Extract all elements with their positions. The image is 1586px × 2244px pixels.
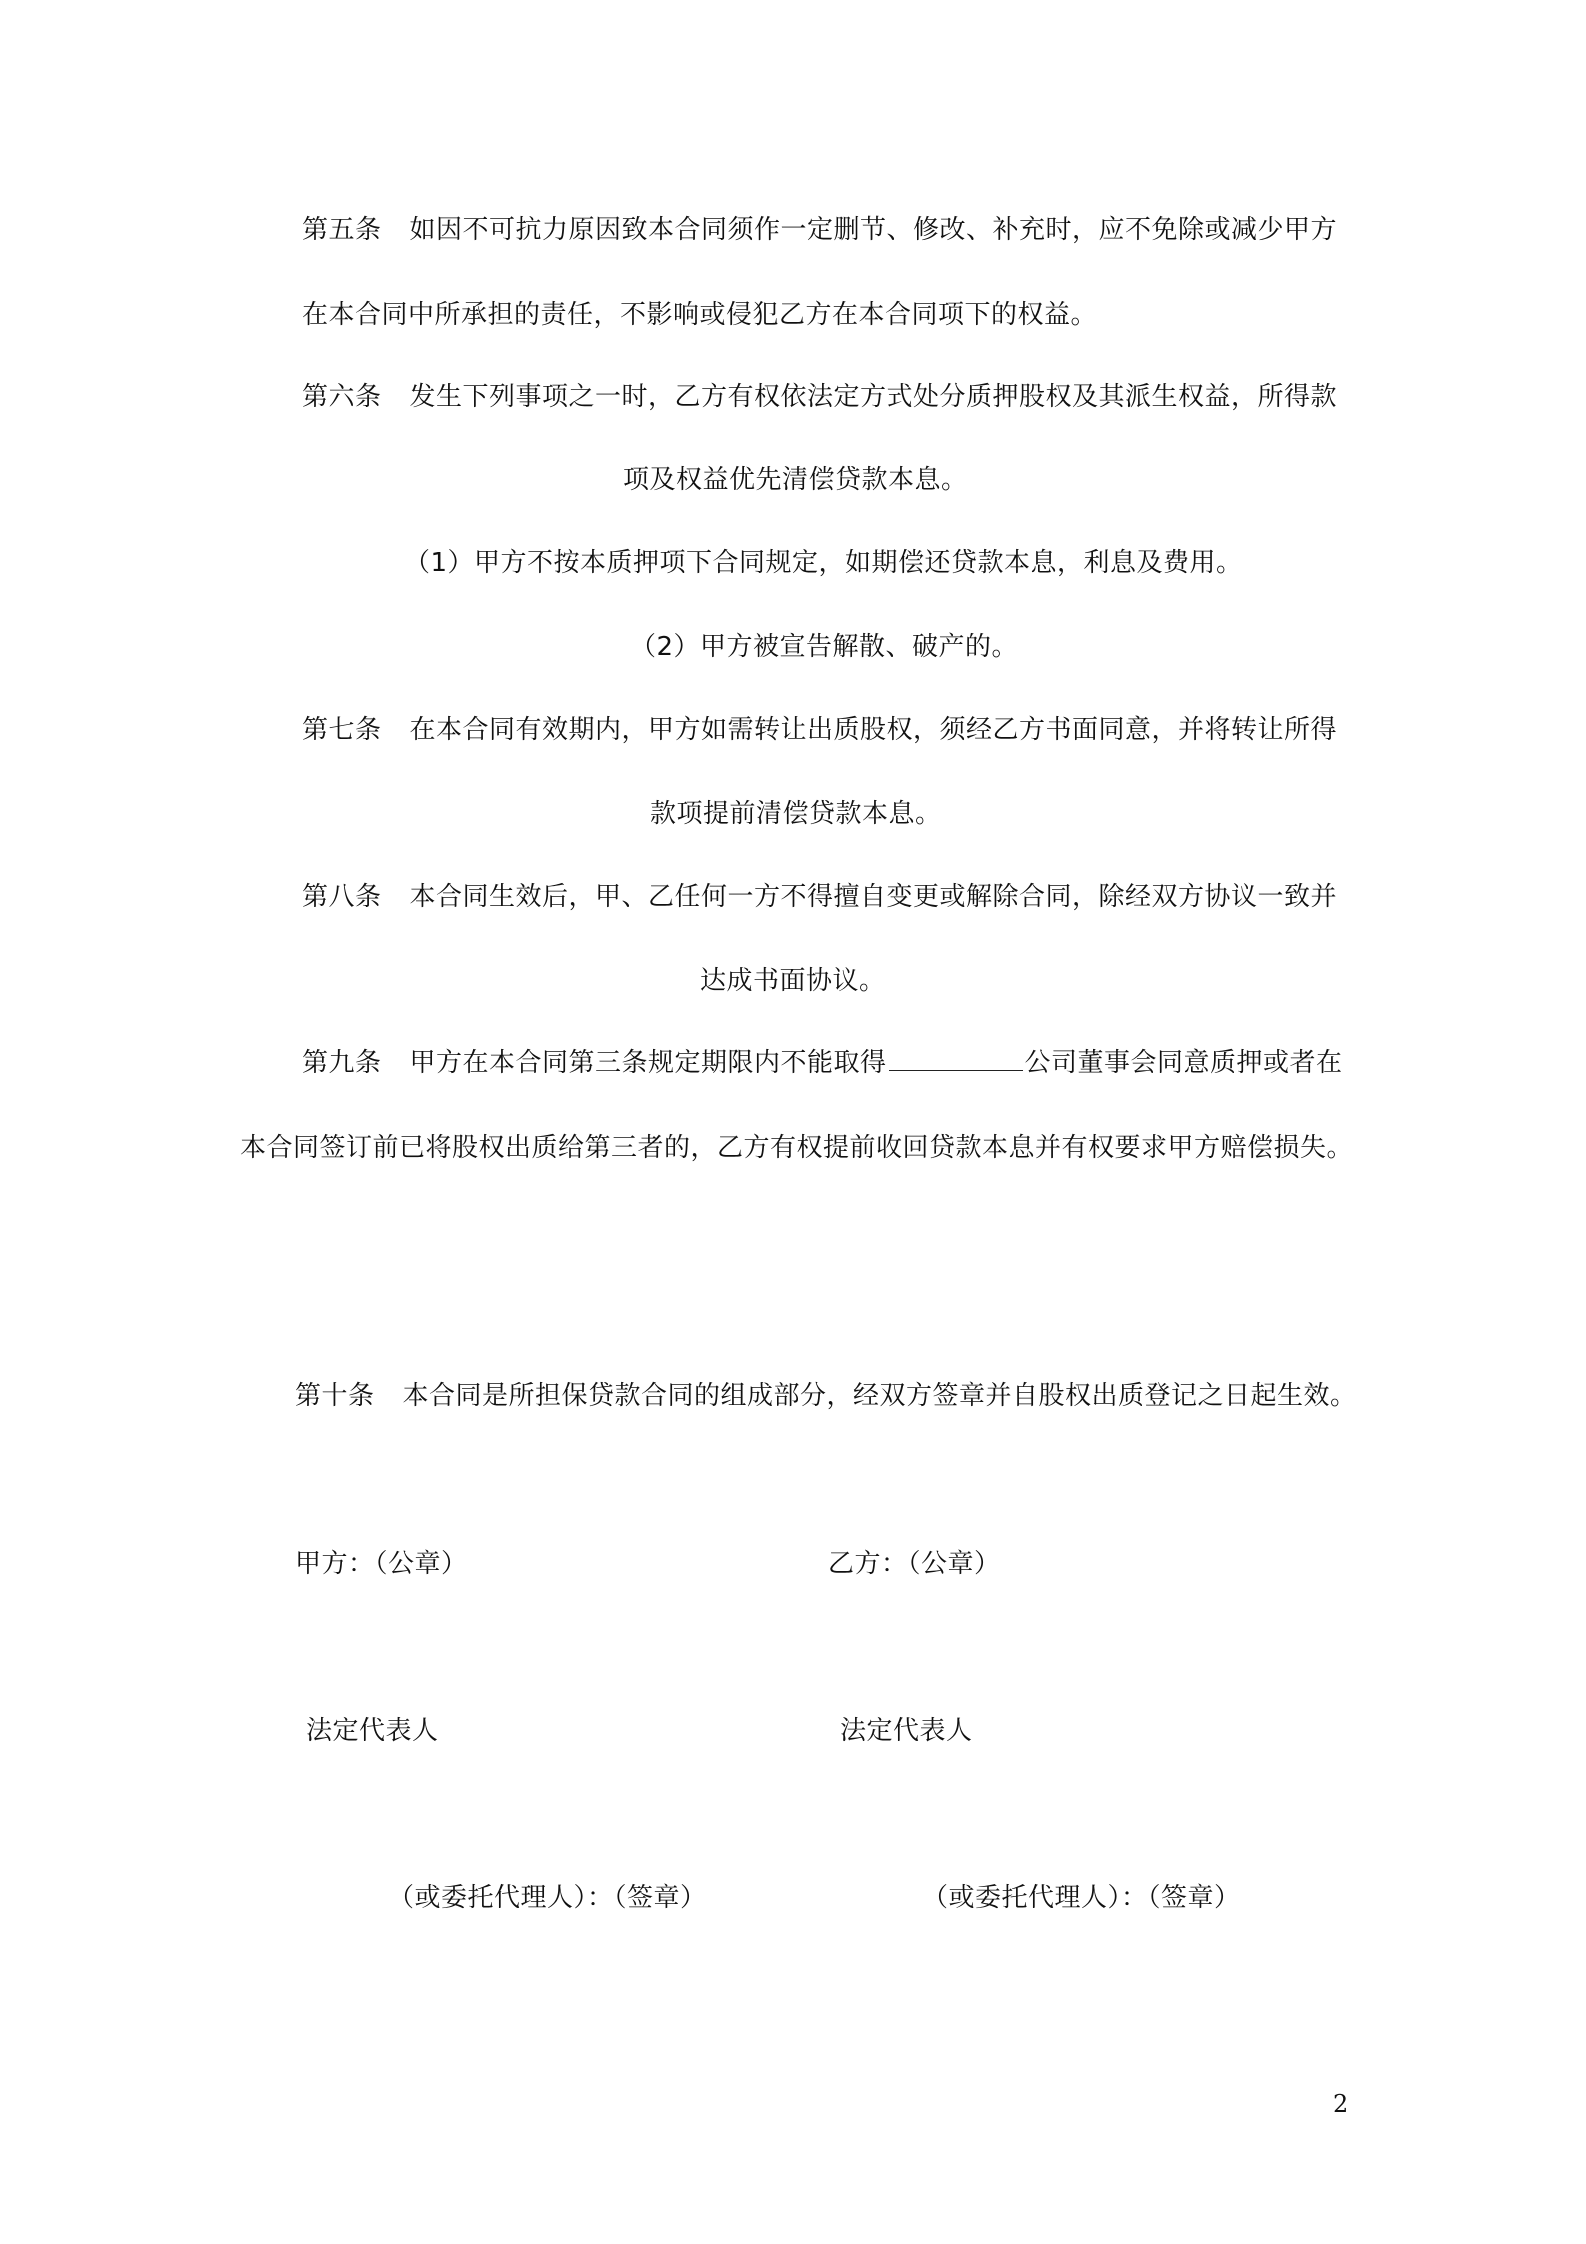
article-7-text-1: 在本合同有效期内，甲方如需转让出质股权，须经乙方书面同意，并将转让所得 xyxy=(409,715,1338,745)
article-6-line-1 xyxy=(302,382,1337,412)
article-7-line-2: 款项提前清偿贷款本息。 xyxy=(650,799,942,829)
article-6-item-1: （1）甲方不按本质押项下合同规定，如期偿还贷款本息，利息及费用。 xyxy=(404,548,1243,578)
article-9-line-2: 本合同签订前已将股权出质给第三者的，乙方有权提前收回贷款本息并有权要求甲方赔偿损失。 xyxy=(240,1133,1354,1163)
article-8-line-2: 达成书面协议。 xyxy=(700,966,886,996)
party-a-agent-signature: （或委托代理人）：（签章） xyxy=(388,1883,707,1913)
party-a-seal: 甲方：（公章） xyxy=(295,1549,468,1579)
article-5-line-2: 在本合同中所承担的责任，不影响或侵犯乙方在本合同项下的权益。 xyxy=(302,300,1098,330)
party-b-legal-rep: 法定代表人 xyxy=(840,1716,973,1746)
article-9-text-before: 甲方在本合同第三条规定期限内不能取得 xyxy=(409,1048,887,1078)
article-8-text-1: 本合同生效后，甲、乙任何一方不得擅自变更或解除合同，除经双方协议一致并 xyxy=(409,882,1338,912)
party-b-agent-signature: （或委托代理人）：（签章） xyxy=(922,1883,1241,1913)
page-number: 2 xyxy=(1333,2090,1349,2118)
article-10-label: 第十条 xyxy=(295,1381,375,1411)
article-7-line-1 xyxy=(302,715,1337,745)
party-b-seal: 乙方：（公章） xyxy=(828,1549,1001,1579)
article-5-label: 第五条 xyxy=(302,215,382,245)
article-6-label: 第六条 xyxy=(302,382,382,412)
article-8-label: 第八条 xyxy=(302,882,382,912)
party-a-legal-rep: 法定代表人 xyxy=(306,1716,439,1746)
article-10-text-1: 本合同是所担保贷款合同的组成部分，经双方签章并自股权出质登记之日起生效。 xyxy=(402,1381,1357,1411)
article-5-text-1: 如因不可抗力原因致本合同须作一定删节、修改、补充时，应不免除或减少甲方 xyxy=(409,215,1338,245)
article-9-text-after: 公司董事会同意质押或者在 xyxy=(1024,1048,1343,1078)
article-7-label: 第七条 xyxy=(302,715,382,745)
article-5-line-1 xyxy=(302,215,1337,245)
article-8-line-1 xyxy=(302,882,1337,912)
article-9-label: 第九条 xyxy=(302,1048,382,1078)
article-9-line-1 xyxy=(302,1048,1343,1078)
article-10-line-1 xyxy=(295,1381,1357,1411)
article-6-text-1: 发生下列事项之一时，乙方有权依法定方式处分质押股权及其派生权益，所得款 xyxy=(409,382,1338,412)
company-name-blank xyxy=(889,1048,1023,1071)
article-6-item-2: （2）甲方被宣告解散、破产的。 xyxy=(630,632,1019,662)
article-6-line-2: 项及权益优先清偿贷款本息。 xyxy=(623,465,968,495)
